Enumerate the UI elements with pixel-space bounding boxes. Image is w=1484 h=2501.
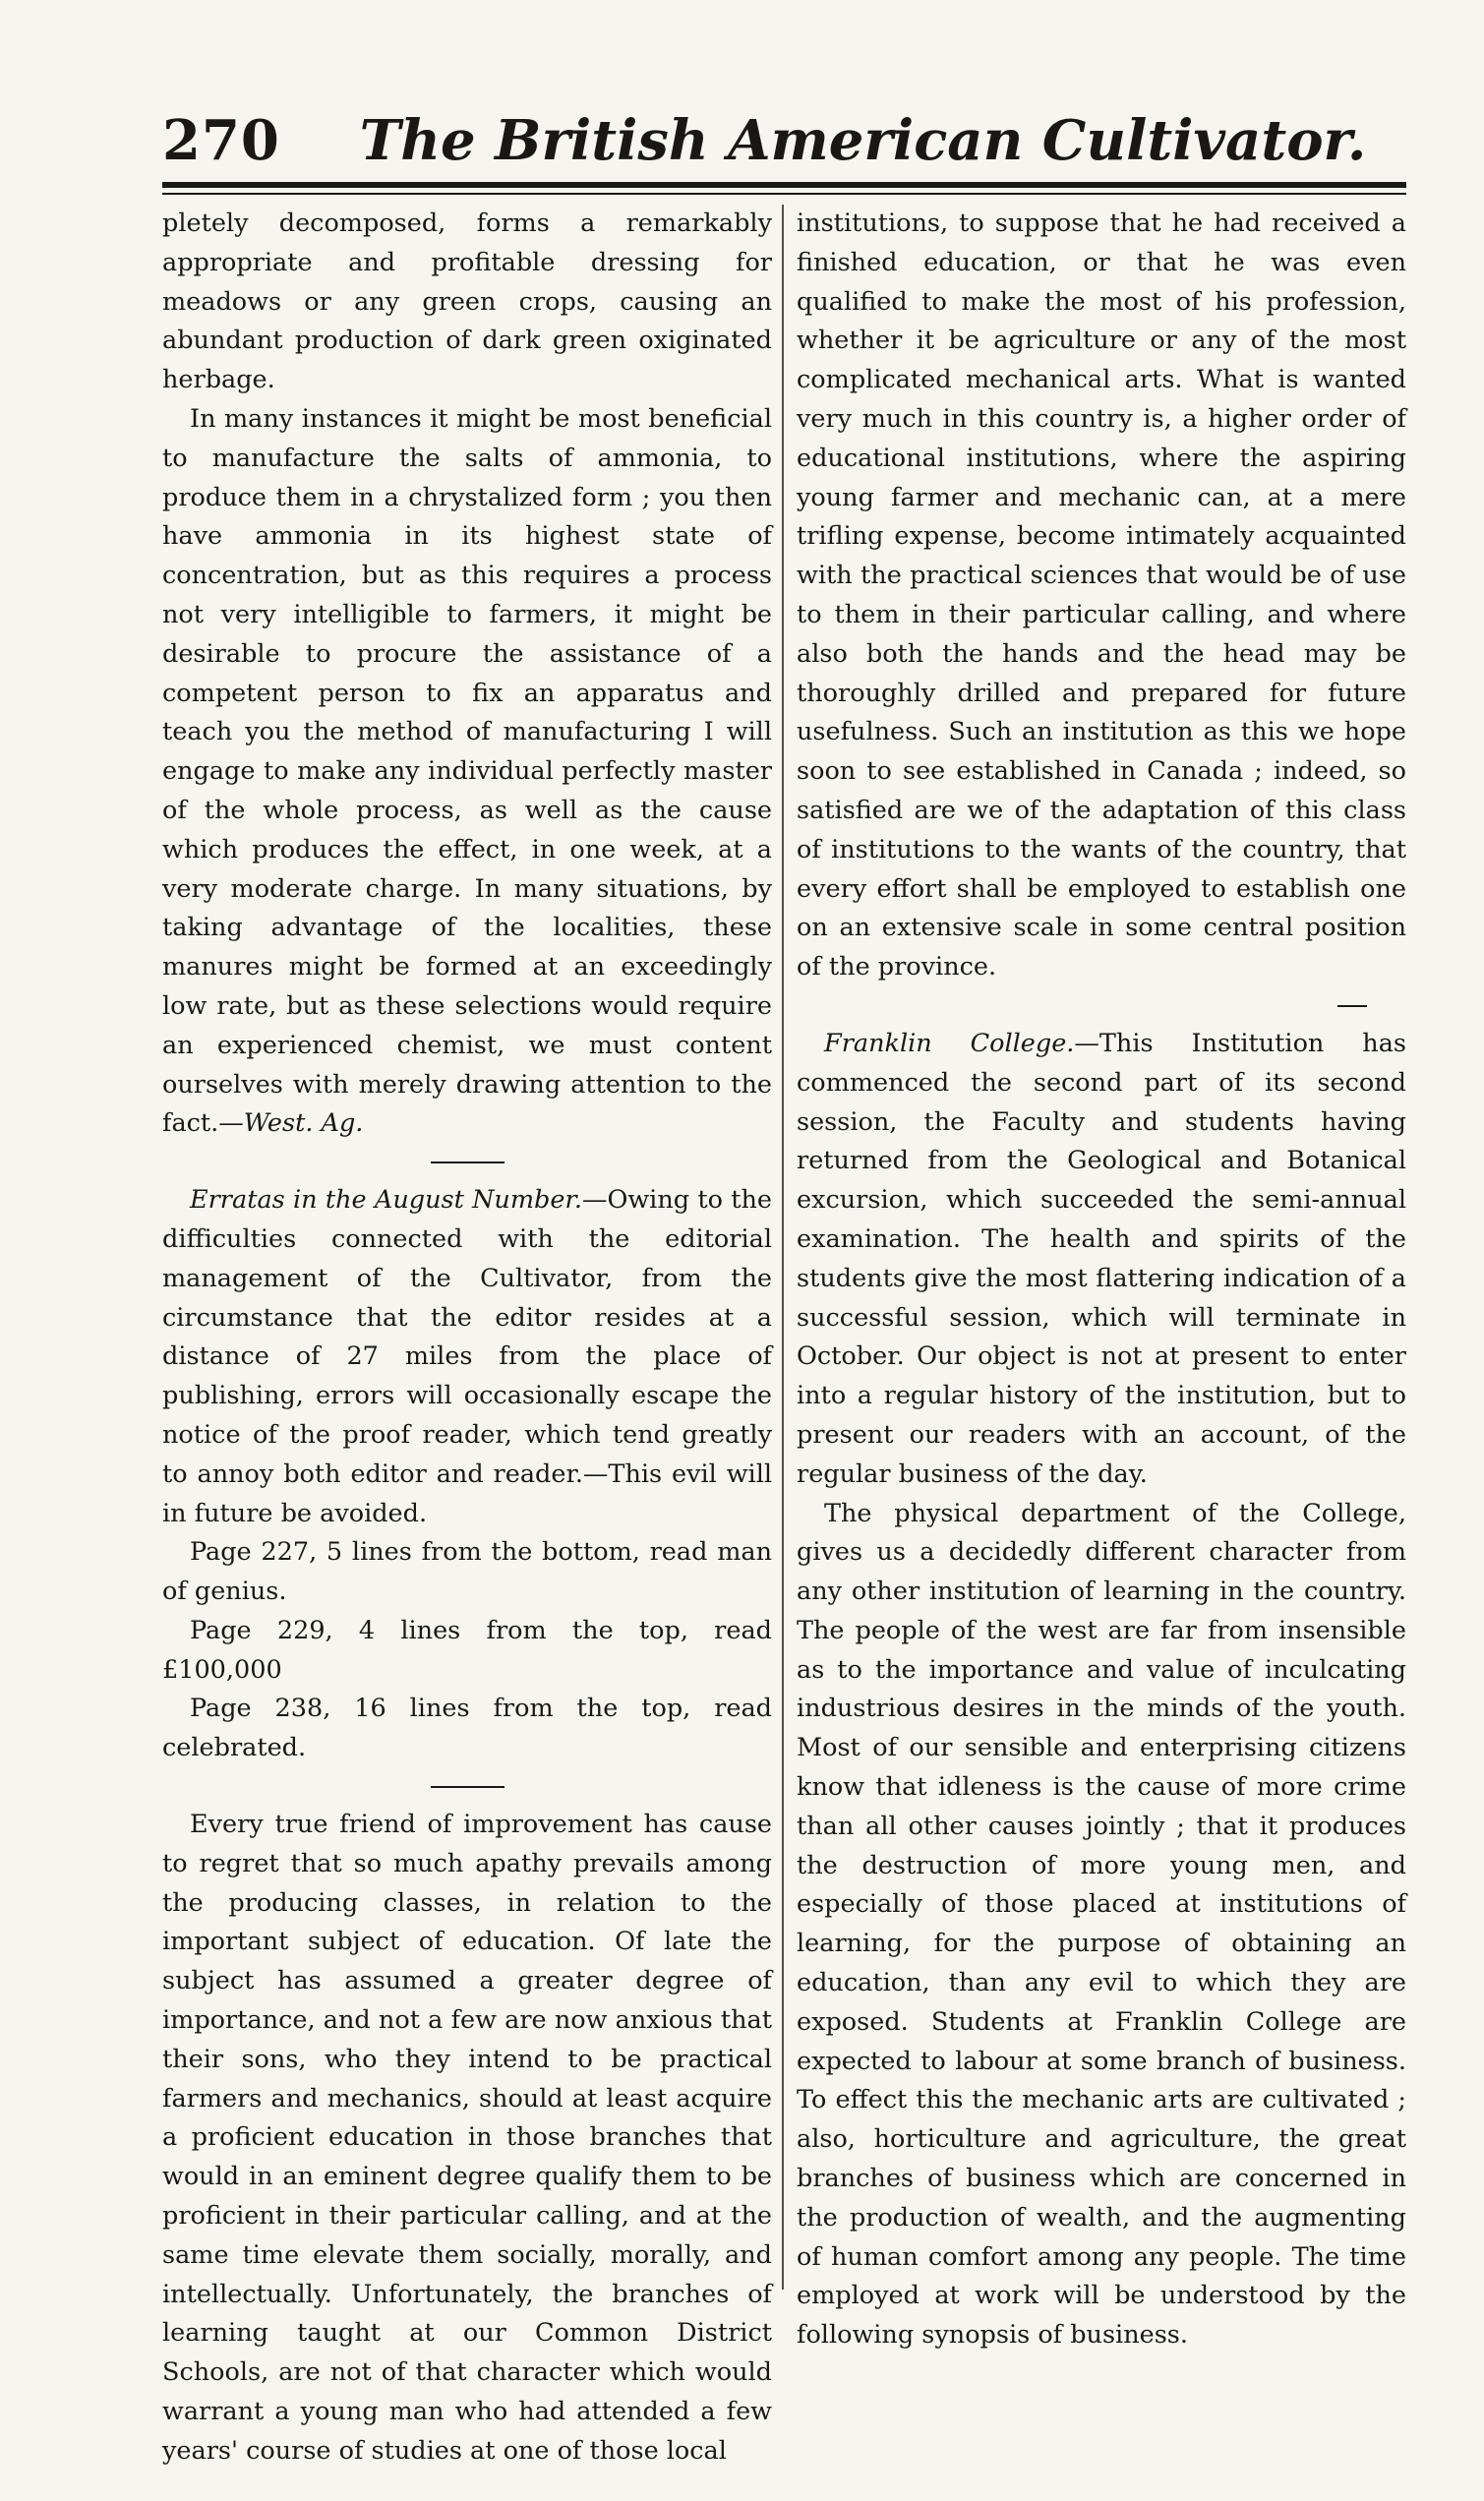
left-paragraph-ammonia bbox=[162, 400, 772, 1144]
section-separator bbox=[431, 1786, 505, 1788]
section-separator bbox=[431, 1161, 505, 1163]
left-paragraph-continued: pletely decomposed, forms a remarkably appropriate and profitable dressing for meadows or any green crops, causing an abundant production of dark green oxiginated herbage. bbox=[162, 208, 772, 395]
errata-paragraph bbox=[162, 1181, 772, 1533]
ammonia-text: In many instances it might be most beneficial to manufacture the salts of ammonia, to produce them in a chrystalized form ; you then have ammonia in its highest state of concentration, but as this requires a process not very intelligible to farmers, it might be desirable to procure the assistance of a competent person to fix an apparatus and teach you the method of manufacturing I will engage to make any individual perfectly master of the whole process, as well as the cause which produces the effect, in one week, at a very moderate charge. In many situations, by taking advantage of the localities, these manures might be formed at an exceedingly low rate, but as these selections would require an experienced chemist, we must content ourselves with merely drawing attention to the fact. bbox=[162, 403, 772, 1139]
source-citation: —West. Ag. bbox=[218, 1108, 364, 1139]
left-paragraph-education: Every true friend of improvement has cause to regret that so much apathy prevails among the producing classes, in relation to the important subject of education. Of late the subject has assumed a greater degree of importance, and not a few are now anxious that their sons, who they intend to be practical farmers and mechanics, should at least acquire a proficient education in those branches that would in an eminent degree qualify them to be proficient in their particular calling, and at the same time elevate them socially, morally, and intellectually. Unfortunately, the branches of learning taught at our Common District Schools, are not of that character which would warrant a young man who had attended a few years' course of studies at one of those local bbox=[162, 1810, 772, 2466]
column-divider bbox=[782, 205, 784, 2290]
errata-heading: Erratas in the August Number. bbox=[190, 1185, 582, 1216]
errata-item: Page 238, 16 lines from the top, read celebrated. bbox=[162, 1694, 772, 1763]
left-column bbox=[162, 205, 772, 2471]
franklin-college-paragraph bbox=[797, 1025, 1406, 1495]
errata-item: Page 229, 4 lines from the top, read £100,000 bbox=[162, 1615, 772, 1685]
errata-item: Page 227, 5 lines from the bottom, read man of genius. bbox=[162, 1537, 772, 1607]
header-rule-thick bbox=[162, 182, 1406, 188]
page-number: 270 bbox=[162, 108, 280, 173]
header-rule-thin bbox=[162, 193, 1406, 195]
franklin-college-body: —This Institution has commenced the second part of its second session, the Faculty and students having returned from the Geological and Botanical excursion, which succeeded the semi-annual examination. The health and spirits of the students give the most flattering indication of a successful session, which will terminate in October. Our object is not at present to enter into a regular history of the institution, but to present our readers with an account, of the regular business of the day. bbox=[797, 1028, 1406, 1489]
running-title: The British American Cultivator. bbox=[359, 108, 1367, 173]
right-column bbox=[797, 205, 1406, 2355]
section-separator bbox=[1337, 1005, 1367, 1007]
right-paragraph-institutions: institutions, to suppose that he had received a finished education, or that he was even qualified to make the most of his profession, whether it be agriculture or any of the most complicated mechanical arts. What is wanted very much in this country is, a higher order of educational institutions, where the aspiring young farmer and mechanic can, at a mere trifling expense, become intimately acquainted with the practical sciences that would be of use to them in their particular calling, and where also both the hands and the head may be thoroughly drilled and prepared for future usefulness. Such an institution as this we hope soon to see established in Canada ; indeed, so satisfied are we of the adaptation of this class of institutions to the wants of the country, that every effort shall be employed to establish one on an extensive scale in some central position of the province. bbox=[797, 208, 1406, 983]
page-header bbox=[162, 108, 1406, 177]
franklin-college-heading: Franklin College. bbox=[824, 1028, 1075, 1058]
errata-body: —Owing to the difficulties connected with the editorial management of the Cultivator, from the circumstance that the editor resides at a distance of 27 miles from the place of publishing, errors will occasionally escape the notice of the proof reader, which tend greatly to annoy both editor and reader.—This evil will in future be avoided. bbox=[162, 1185, 772, 1528]
right-paragraph-physical: The physical department of the College, gives us a decidedly different character from any other institution of learning in the country. The people of the west are far from insensible as to the importance and value of inculcating industrious desires in the minds of the youth. Most of our sensible and enterprising citizens know that idleness is the cause of more crime than all other causes jointly ; that it produces the destruction of more young men, and especially of those placed at institutions of learning, for the purpose of obtaining an education, than any evil to which they are exposed. Students at Franklin College are expected to labour at some branch of business. To effect this the mechanic arts are cultivated ; also, horticulture and agriculture, the great branches of business which are concerned in the production of wealth, and the augmenting of human comfort among any people. The time employed at work will be understood by the following synopsis of business. bbox=[797, 1498, 1406, 2351]
